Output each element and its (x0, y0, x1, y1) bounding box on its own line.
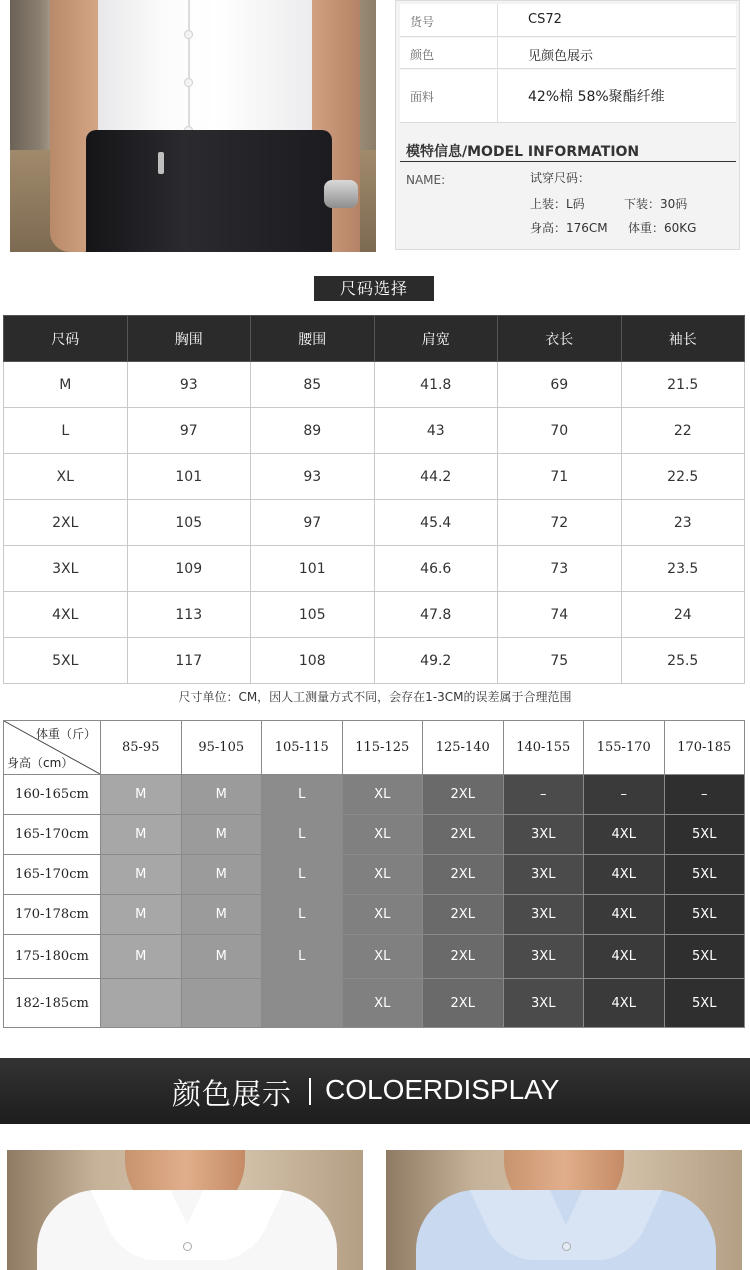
color-display-banner (0, 1058, 750, 1124)
recommend-row (4, 855, 745, 895)
info-row-item-no (400, 4, 736, 37)
size-cell: 97 (127, 408, 251, 454)
recommend-row (4, 935, 745, 979)
weight-range-header: 105-115 (262, 721, 343, 775)
recommend-size-cell: 5XL (664, 815, 745, 855)
model-bottom-size: 下装：30码 (624, 197, 688, 211)
size-cell: 23.5 (621, 546, 745, 592)
recommend-size-cell: 3XL (503, 895, 584, 935)
recommend-size-cell: 5XL (664, 895, 745, 935)
weight-range-header: 115-125 (342, 721, 423, 775)
recommend-row (4, 895, 745, 935)
size-chart-title: 尺码选择 (314, 276, 434, 301)
recommend-size-cell: 4XL (584, 979, 665, 1028)
try-size-label: 试穿尺码： (530, 171, 591, 185)
size-row (4, 454, 745, 500)
recommend-size-cell: 2XL (423, 815, 504, 855)
weight-range-header: 155-170 (584, 721, 665, 775)
weight-range-header: 95-105 (181, 721, 262, 775)
recommend-size-cell: 4XL (584, 855, 665, 895)
size-cell: 24 (621, 592, 745, 638)
recommend-size-cell: 4XL (584, 815, 665, 855)
size-row (4, 592, 745, 638)
recommend-size-cell: M (101, 855, 182, 895)
info-key: 颜色 (410, 48, 435, 62)
size-cell: 74 (498, 592, 622, 638)
recommend-size-cell: – (503, 775, 584, 815)
info-value: CS72 (528, 12, 562, 27)
size-cell: 73 (498, 546, 622, 592)
recommend-size-cell: 5XL (664, 979, 745, 1028)
recommend-size-cell: M (181, 775, 262, 815)
size-row (4, 546, 745, 592)
weight-axis-label: 体重（斤） (35, 727, 96, 741)
recommend-size-cell: 2XL (423, 935, 504, 979)
recommend-size-cell: M (101, 815, 182, 855)
recommend-size-cell: L (262, 775, 343, 815)
recommend-size-cell: 2XL (423, 979, 504, 1028)
size-cell: 93 (127, 362, 251, 408)
size-chart-table (3, 315, 745, 684)
recommend-size-cell: XL (342, 775, 423, 815)
info-value: 见颜色展示 (528, 49, 594, 64)
weight-range-header: 85-95 (101, 721, 182, 775)
info-row-fabric (400, 70, 736, 123)
size-cell: 41.8 (374, 362, 498, 408)
size-cell: 45.4 (374, 500, 498, 546)
height-range-label: 165-170cm (4, 855, 101, 895)
height-axis-label: 身高（cm） (7, 756, 74, 770)
info-row-color (400, 38, 736, 69)
recommend-size-cell: M (181, 935, 262, 979)
model-name-label: NAME: (406, 173, 446, 187)
recommend-size-cell: 3XL (503, 979, 584, 1028)
recommend-size-cell: XL (342, 979, 423, 1028)
height-range-label: 160-165cm (4, 775, 101, 815)
color-photo-blue (386, 1150, 742, 1270)
recommend-row (4, 815, 745, 855)
model-height: 身高：176CM (530, 221, 608, 235)
size-cell: 47.8 (374, 592, 498, 638)
size-cell: 22.5 (621, 454, 745, 500)
size-cell: 49.2 (374, 638, 498, 684)
size-cell: 21.5 (621, 362, 745, 408)
header-length: 衣长 (498, 316, 622, 362)
recommend-size-cell: XL (342, 815, 423, 855)
banner-title-en: COLOERDISPLAY (325, 1074, 560, 1105)
size-cell: 4XL (4, 592, 128, 638)
weight-range-header: 140-155 (503, 721, 584, 775)
size-cell: M (4, 362, 128, 408)
size-cell: 46.6 (374, 546, 498, 592)
size-note: 尺寸单位：CM，因人工测量方式不同，会存在1-3CM的误差属于合理范围 (178, 690, 572, 704)
product-info-box (395, 0, 740, 250)
info-key: 面料 (410, 90, 435, 104)
header-waist: 腰围 (251, 316, 375, 362)
size-cell: 2XL (4, 500, 128, 546)
recommend-size-cell: L (262, 895, 343, 935)
recommend-size-cell: 5XL (664, 935, 745, 979)
recommend-size-cell: 4XL (584, 935, 665, 979)
size-cell: 23 (621, 500, 745, 546)
recommend-row (4, 775, 745, 815)
size-cell: 70 (498, 408, 622, 454)
size-cell: 22 (621, 408, 745, 454)
height-range-label: 165-170cm (4, 815, 101, 855)
recommend-size-cell: 2XL (423, 855, 504, 895)
size-cell: 101 (251, 546, 375, 592)
recommend-size-cell: XL (342, 895, 423, 935)
size-cell: 75 (498, 638, 622, 684)
recommend-size-cell: L (262, 935, 343, 979)
size-cell: 105 (127, 500, 251, 546)
model-top-size: 上装：L码 (530, 197, 585, 211)
banner-title-cn: 颜色展示 (172, 1077, 293, 1111)
size-cell: 85 (251, 362, 375, 408)
watch-icon (324, 180, 358, 208)
recommend-size-cell: M (181, 855, 262, 895)
size-row (4, 362, 745, 408)
recommend-size-cell: L (262, 855, 343, 895)
size-cell: 69 (498, 362, 622, 408)
recommend-size-cell: XL (342, 935, 423, 979)
recommend-size-cell (262, 979, 343, 1028)
size-cell: 101 (127, 454, 251, 500)
size-cell: 71 (498, 454, 622, 500)
model-info-title: 模特信息/MODEL INFORMATION (406, 144, 640, 160)
header-shoulder: 肩宽 (374, 316, 498, 362)
size-cell: 3XL (4, 546, 128, 592)
size-cell: XL (4, 454, 128, 500)
size-cell: 44.2 (374, 454, 498, 500)
weight-range-header: 125-140 (423, 721, 504, 775)
size-cell: 93 (251, 454, 375, 500)
height-range-label: 182-185cm (4, 979, 101, 1028)
recommend-size-cell: 3XL (503, 935, 584, 979)
top-section (0, 0, 750, 262)
size-cell: 113 (127, 592, 251, 638)
recommend-size-cell (101, 979, 182, 1028)
header-size: 尺码 (4, 316, 128, 362)
size-cell: 105 (251, 592, 375, 638)
recommend-size-cell: 4XL (584, 895, 665, 935)
model-weight: 体重：60KG (628, 221, 697, 235)
size-recommend-table (3, 720, 745, 1028)
size-cell: 108 (251, 638, 375, 684)
info-value: 42%棉 58%聚酯纤维 (528, 89, 665, 105)
size-cell: 117 (127, 638, 251, 684)
size-cell: L (4, 408, 128, 454)
recommend-size-cell: L (262, 815, 343, 855)
recommend-size-cell: – (584, 775, 665, 815)
recommend-size-cell: M (181, 815, 262, 855)
recommend-size-cell: 2XL (423, 895, 504, 935)
header-chest: 胸围 (127, 316, 251, 362)
weight-range-header: 170-185 (664, 721, 745, 775)
size-cell: 5XL (4, 638, 128, 684)
color-photo-white (7, 1150, 363, 1270)
size-chart-header-row (4, 316, 745, 362)
recommend-size-cell: 3XL (503, 815, 584, 855)
recommend-size-cell: M (101, 895, 182, 935)
size-cell: 97 (251, 500, 375, 546)
recommend-corner (4, 721, 101, 775)
size-cell: 109 (127, 546, 251, 592)
size-row (4, 500, 745, 546)
size-cell: 72 (498, 500, 622, 546)
recommend-size-cell: M (101, 935, 182, 979)
size-row (4, 408, 745, 454)
recommend-size-cell: M (181, 895, 262, 935)
recommend-size-cell: 5XL (664, 855, 745, 895)
recommend-row (4, 979, 745, 1028)
size-row (4, 638, 745, 684)
height-range-label: 175-180cm (4, 935, 101, 979)
recommend-size-cell: – (664, 775, 745, 815)
recommend-size-cell: 2XL (423, 775, 504, 815)
recommend-size-cell (181, 979, 262, 1028)
recommend-header-row (4, 721, 745, 775)
size-cell: 89 (251, 408, 375, 454)
size-cell: 43 (374, 408, 498, 454)
recommend-size-cell: 3XL (503, 855, 584, 895)
recommend-size-cell: XL (342, 855, 423, 895)
header-sleeve: 袖长 (621, 316, 745, 362)
recommend-size-cell: M (101, 775, 182, 815)
height-range-label: 170-178cm (4, 895, 101, 935)
info-key: 货号 (410, 15, 435, 29)
model-photo (10, 0, 376, 252)
size-cell: 25.5 (621, 638, 745, 684)
